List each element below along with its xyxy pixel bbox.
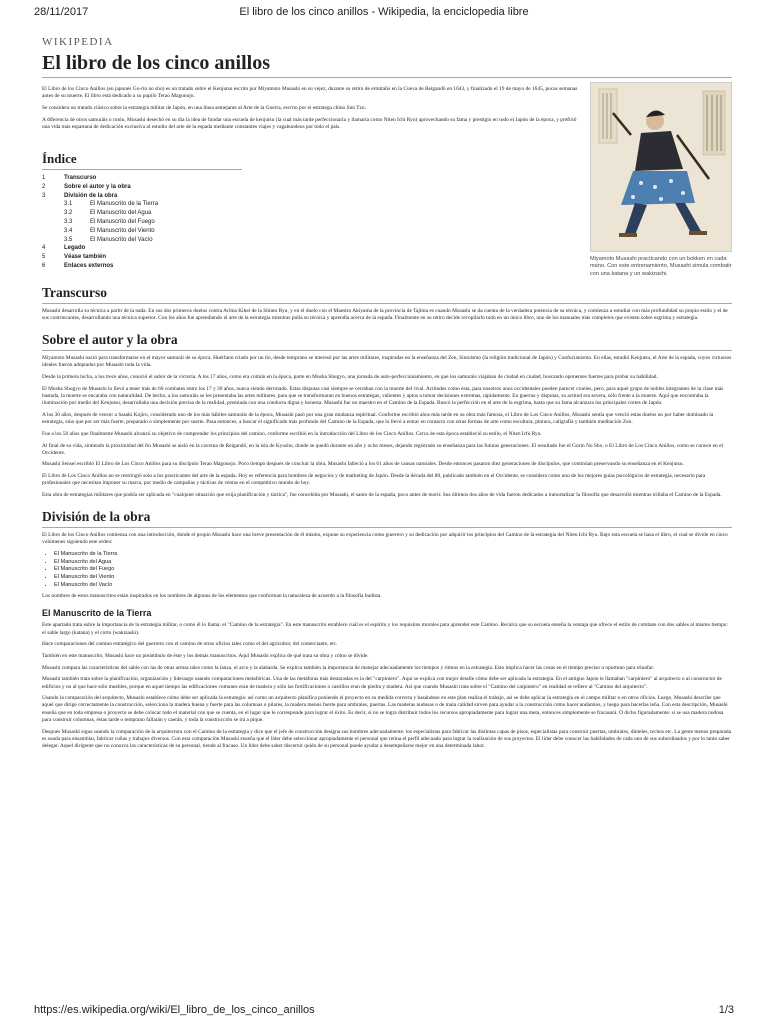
toc-item-label[interactable]: Véase también <box>64 254 107 261</box>
intro-paragraph: A diferencia de otros samuráis o ronin, Musashi desechó en su día la idea de fundar una escuela de kenjutsu (la cual más tarde perfeccionaría y llamaría como Niten Ichi Ryu) aprovechando su fama y prestigio en todo el Japón de la época, y prefirió una vida más espartana de dedicación exclusiva al estudio del arte de la espada mediante constantes viajes y vagabundeos por todo el país. <box>42 116 577 130</box>
section-paragraph: Musashi compara las características del sable con las de otras armas tales como la lanza, el arco y la alabarda. Se explica también la importancia de manejar adecuadamente los tiempos y ritmos en la estrategia. Esto implica hacer las cosas en el tiempo preciso u oportuno para triunfar. <box>42 664 655 671</box>
toc-item[interactable] <box>42 253 242 262</box>
toc-title: Índice <box>42 151 242 170</box>
section-heading-tierra: El Manuscrito de la Tierra <box>42 608 152 619</box>
toc-item-number: 3.3 <box>64 219 73 225</box>
section-paragraph: Al final de su vida, sintiendo la proximidad del fin Musashi se aisló en la caverna de Reigandō, en la isla de Kyushu, donde se quedó durante un año y ocho meses, dejando registrado su enseñanza para las futuras generaciones. El resultado fue el Gorin No Sho, o El Libro de Los Cinco Anillos, como se conoce en el Occidente. <box>42 442 723 456</box>
section-paragraph: También en este manuscrito, Musashi hace un preámbulo de éste y los demás manuscritos. Aquí Musashi explica de qué trata su obra y cómo se divide. <box>42 652 369 659</box>
toc-item-label[interactable]: El Manuscrito del Vacío <box>90 236 153 243</box>
books-list <box>54 551 732 589</box>
section-paragraph: Miyamoto Musashi nació para transformarse en el mayor samurái de su época. Huérfano criado por un tío, desde temprano se interesó por las artes militares, inspiradas en la enseñanza del Zen, Sintoísmo (la religión tradicional de Japón) y Confucianismo. En ellas, estudió Kenjutsu, el Arte de la espada, cuyos virtuosos ideales fueron adoptados por Musashi toda la vida. <box>42 355 732 369</box>
section-paragraph: Después Musashi sigue usando la comparación de la arquitectura con el Camino de la estrategia y dice que el jefe de construcción designa sus hombres adecuadamente: los especialistas para fabricar las distintas capas de pisos, especialistas para construir puertas, umbrales, dinteles, techos etc. La gente menos preparada es usada para ensamblar, fabricar cuñas y trabajos diversos. Con esta comparación Musashi enseña que el líder debe seleccionar apropiadamente el personal que retina el perfil adecuado para lograr la realización de sus proyectos. El líder debe conocer las habilidades de cada uno de sus subordinados y por lo tanto saber delegar. Aquel dirigente que no conozca las características de su personal, tiende al fracaso. Un líder debe saber discernir quién de su personal puede ayudar a desempeñarse mejor en una determinada labor. <box>42 728 732 749</box>
toc-item[interactable] <box>42 227 242 236</box>
book-list-item: • El Manuscrito del Agua <box>54 559 732 567</box>
toc-item-label[interactable]: El Manuscrito del Agua <box>90 210 152 217</box>
section-heading-division: División de la obra <box>42 509 732 528</box>
toc-item-number: 4 <box>42 245 46 252</box>
intro-paragraph: El Libro de los Cinco Anillos (en japonés Go-rin no sho) es un tratado sobre el Kenjutsu escrito por Miyamoto Musashi en su vejez, durante su retiro de ermitaño en la Cueva de Reigandō en 1643, y finalizado el 19 de mayo de 1645, pocas semanas antes de su muerte. El libro está dedicado a su pupilo Terao Magonojo. <box>42 86 578 100</box>
toc-item[interactable] <box>42 209 242 218</box>
section-paragraph: A los 30 años, después de vencer a Sasaki Kojiro, considerado uno de los más hábiles samuráis de la época, Musashi pasó por una gran mudanza espiritual. Conforme escribió años más tarde en su obra más famosa, el Libro de Los Cinco Anillos, Musashi sentía que venció estas duelos no por haber dominado la estrategia, sino que por ser más fuerte, preparado o simplemente por suerte. Pasa entonces, a buscar el significado más profundo del Camino de la Espada, que lo llevó a entrar en contacto con otras formas de arte como escultura, pintura, caligrafía y también meditación Zen. <box>42 411 714 426</box>
book-list-item: • El Manuscrito del Fuego <box>54 566 732 574</box>
book-list-item: • El Manuscrito de la Tierra <box>54 551 732 559</box>
toc-item[interactable] <box>42 200 242 209</box>
toc-item-number: 3.2 <box>64 210 73 217</box>
musashi-image[interactable] <box>590 82 732 252</box>
intro-paragraph: Se considera un tratado clásico sobre la estrategia militar de Japón, en una línea semejante al Arte de la Guerra, escrito por el estratega chino Sun Tzu. <box>42 104 366 111</box>
toc-item-number: 3 <box>42 192 46 199</box>
article <box>42 36 732 755</box>
section-paragraph: Esta obra de estrategias militares que podría ser aplicada en "cualquier situación que exija planificación y táctica", fue concebida por Musashi, el santo de la espada, poco antes de morir. Sus últimos dos años de vida fueron dedicados a inmortalizar la filosofía que desarrolló mientras trillaba el Camino de la Espada. <box>42 492 722 499</box>
toc-item-number: 3.5 <box>64 236 73 243</box>
toc-item-label[interactable]: Transcurso <box>64 175 97 182</box>
toc-item[interactable] <box>42 183 242 192</box>
toc-item-number: 5 <box>42 254 46 261</box>
toc-item-number: 6 <box>42 262 46 269</box>
section-paragraph: El Libro de los Cinco Anillos comienza con una introducción, donde el propio Musashi hace una breve presentación de él mismo, expone su experiencia como guerrero y su dedicación por adquirir los principios del Camino de la estrategia del Niten Ichi Ryu. Bajo esta escuela se basa el libro, el cual se divide en cinco volúmenes siguiendo este orden: <box>42 532 728 546</box>
toc-item-number: 3.4 <box>64 227 73 234</box>
print-url: https://es.wikipedia.org/wiki/El_libro_de_los_cinco_anillos <box>34 1004 315 1016</box>
section-paragraph: Musashi Sensei escribió El Libro de Los Cinco Anillos para su discípulo Terao Magonojo. Poco tiempo después de concluir la obra, Musashi falleció a los 61 años de causas naturales. Desde entonces pasaron diez generaciones de discípulos, que continúan preservando su enseñanza en el Kenjutsu. <box>42 461 684 468</box>
toc-item[interactable] <box>42 218 242 227</box>
section-paragraph: El Musha Shugyo de Musashi lo llevó a tener más de 60 combates entre los 17 y 30 años, nunca siendo derrotado. Estas disputas casi siempre se cerraban con la muerte del rival. Actitudes como ésta, para nosotros unos occidentales pueden parecer crueles, pero, para aquel grupo de nobles integrantes de la clase más bastada, la muerte se encaraba con naturalidad. De hecho, a los samuráis se les presentaba las artes militares, para que se transformaran en buenos estrategas, valientes y aptos a tomar decisiones extremas, rápidamente. En guerras y disputas, su actitud era severa, sólo frente a la muerte. Aquí que encontraba la iluminación por medio del Kenjutsu, desarrollaba una decisión precisa de la realidad, premiada con una conducta digna y honesta. Musashi fue un maestro en el Camino de la Espada. Buscó la perfección en el arte de la esgrima, hasta que su fama alcanzara los principales cortes de Japón. <box>42 385 724 407</box>
infobox-caption: Miyamoto Musashi practicando con un bokken en cada mano. Con este entrenamiento, Musashi simula combatir con una katana y un wakizashi. <box>590 256 732 277</box>
toc-item[interactable] <box>42 236 242 245</box>
infobox <box>590 82 732 278</box>
section-paragraph: Musashi también trata sobre la planificación, organización y liderazgo usando comparaciones metafóricas. Una de las metáforas más destacadas es la del "carpintero". Aquí se explica con mejor detalle cómo debe ser aplicada la estrategia. En el antiguo Japón le llamaban "carpintero" al arquitecto o al constructor de edificios y no al que hace sólo muebles, porque en aquel tiempo las edificaciones comunes eran de madera y sólo las fortificaciones o castillos eran de piedra y madera. Así que cuando Musashi trata sobre el "Camino del carpintero" en realidad se refiere al "Camino del arquitecto". <box>42 676 722 690</box>
toc-list <box>42 174 242 271</box>
section-paragraph: Fue a los 50 años que finalmente Musashi alcanzó su objetivo de comprender los principios del camino, conforme escribió en la introducción del Libro de los Cinco Anillos. Cerca de esta época estableció su estilo, el Niten Ichi Ryu. <box>42 430 542 437</box>
print-title: El libro de los cinco anillos - Wikipedia, la enciclopedia libre <box>239 6 529 18</box>
toc-item-label[interactable]: El Manuscrito del Fuego <box>90 219 155 225</box>
book-list-item: • El Manuscrito del Viento <box>54 574 732 582</box>
section-heading-transcurso: Transcurso <box>42 285 732 304</box>
toc-item-number: 3.1 <box>64 201 73 208</box>
page-title: El libro de los cinco anillos <box>42 52 732 78</box>
section-paragraph: Este apartado trata sobre la importancia de la estrategia militar, o como él lo llama: el "Camino de la estrategia". En este manuscrito establece cuál es el espíritu y los requisitos morales para aprender este Camino. Recalca que su escuela enseña la ventaja que ofrece el estilo de combate con dos sables al mismo tiempo: el sable largo (katana) y el corto (wakizashi). <box>42 622 728 636</box>
toc-item[interactable] <box>42 174 242 183</box>
browser-print-header <box>0 0 768 20</box>
section-paragraph: Desde la primera lucha, a los trece años, conoció el sabor de la victoria. A los 17 años, como era común en la época, parte en Musha Shugyo, una jornada de auto-perfeccionamiento, en que los samuráis viajaban de ciudad en ciudad, buscando oponentes fuertes para probar su habilidad. <box>42 374 658 381</box>
musashi-illustration <box>591 83 731 251</box>
toc-item-label[interactable]: Enlaces externos <box>64 262 114 269</box>
toc-item[interactable] <box>42 262 242 271</box>
toc-item-number: 2 <box>42 183 46 190</box>
toc-item-label[interactable]: Sobre el autor y la obra <box>64 183 131 190</box>
toc-item-label[interactable]: El Manuscrito de la Tierra <box>90 201 159 208</box>
section-heading-autor: Sobre el autor y la obra <box>42 332 732 351</box>
section-paragraph: Los nombres de estos manuscritos están inspirados en los nombres de algunos de los elementos que conforman la naturaleza de acuerdo a la filosofía budista. <box>42 593 382 600</box>
section-paragraph: Usando la comparación del arquitecto, Musashi establece cómo debe ser aplicada la estrategia: así como un arquitecto planifica poniendo el proyecto en su medida correcta y basándose en este plan realiza el trabajo, así se debe aplicar la estrategia en el campo militar o en otros oficios. Luego, Musashi describe que aquel que dirige correctamente la construcción, selecciona la madera buena y fuerte para las columnas o pilares, la madera menos fuerte para umbrales, puertas. Las maderas nudosas o de mala calidad sirven para ayudar a la construcción como hacer andamios, y luego para hacerlas leña. Con esta descripción, Musashi enseña que en toda empresa o proyecto se debe colocar todo el material con que se cuenta, en el lugar que le corresponde para lograr el éxito. Es decir, si no se logra distribuir todos los recursos apropiadamente para lograr una meta, entonces simplemente se fracasará. O dicho figuradamente: si se usa madera nudosa para construir columnas, éstas tarde o temprano fallarán y caerán, y toda la construcción se irá a pique. <box>42 695 728 723</box>
section-paragraph: Musashi desarrolla su técnica a partir de la nada. En sus dos primeros duelos contra Arima Kihei de la Shinto Ryu, y en el duelo con el Maestro Akiyama de la provincia de Tajima es cuando Musashi se da cuenta de la verdadera potencia de su técnica, y comienza a estudiar con más profundidad su propio estilo y el de sus contrincantes, desarrollando una técnica superior. Con los años fue aprendiendo el arte de la estrategia mientras pulía su técnica y aprendía acerca de la espada. Finalmente en su retiro decide recopilarlo todo en un único libro, uno de los manuales más completos que existen sobre esgrima y estrategia. <box>42 307 728 321</box>
section-body-autor <box>42 355 732 499</box>
table-of-contents <box>42 151 242 271</box>
toc-item-number: 1 <box>42 175 46 182</box>
section-paragraph: Hace comparaciones del camino estratégico del guerrero con el camino de otros oficios tales como el del agricultor, del comerciante, etc. <box>42 641 338 648</box>
toc-item[interactable] <box>42 244 242 253</box>
section-body-tierra <box>42 622 732 750</box>
print-date: 28/11/2017 <box>34 6 89 18</box>
section-paragraph: El Libro de Los Cinco Anillos no se restringió solo a los practicantes del arte de la espada. Hoy es referencia para hombres de negocios y de marketing de Japón. Desde la década del 80, publicado también en el Occidente, se considera como uno de los mejores guías psicológicos de estrategia, necesario para profesionales que necesitan imponer su marca, por medio de campañas y tácticas de ventas en el competitivo mundo de hoy. <box>42 473 706 487</box>
wikipedia-logo[interactable]: WIKIPEDIA <box>42 36 114 48</box>
browser-print-footer <box>0 998 768 1024</box>
toc-item-label[interactable]: Legado <box>64 245 86 252</box>
print-page-number: 1/3 <box>718 1004 734 1016</box>
book-list-item: • El Manuscrito del Vacío <box>54 582 732 590</box>
toc-item-label[interactable]: El Manuscrito del Viento <box>90 227 155 234</box>
toc-item[interactable] <box>42 192 242 201</box>
toc-item-label[interactable]: División de la obra <box>64 192 118 199</box>
